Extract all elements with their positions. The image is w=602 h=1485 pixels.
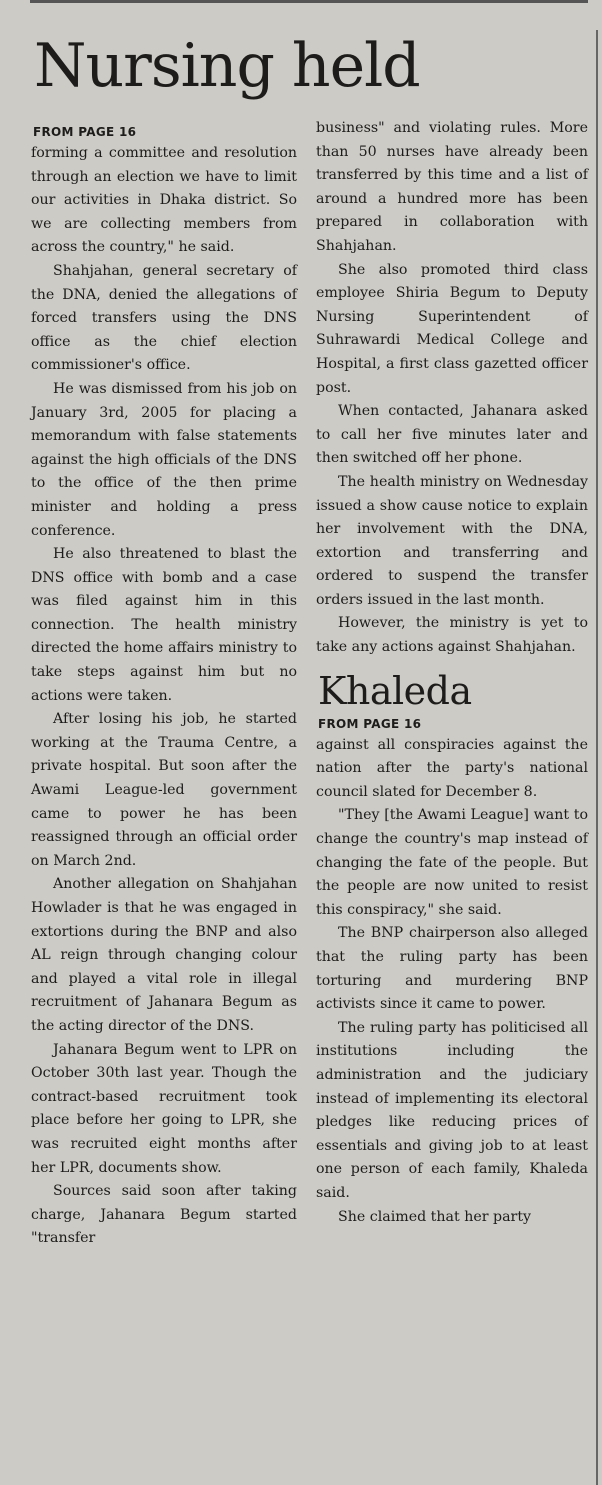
paragraph: forming a committee and resolution through an election we have to limit our activities in Dhaka district. So we are collecting members from across the country," he said.	[31, 145, 297, 256]
paragraph: He was dismissed from his job on January 3rd, 2005 for placing a memorandum with false statements against the high officials of the DNS to the office of the then prime minister and holding a press conference.	[31, 380, 297, 539]
paragraph: She also promoted third class employee Shiria Begum to Deputy Nursing Superintendent of Suhrawardi Medical College and Hospital, a first class gazetted officer post.	[316, 261, 588, 396]
second-article-headline: Khaleda	[318, 668, 472, 713]
paragraph: "They [the Awami League] want to change the country's map instead of changing the fate of the people. But the people are now united to resist this conspiracy," she said.	[316, 807, 588, 918]
paragraph: Sources said soon after taking charge, Jahanara Begum started "transfer	[31, 1183, 297, 1247]
article-kicker: FROM PAGE 16	[33, 125, 137, 139]
right-column	[316, 117, 588, 1229]
paragraph: Shahjahan, general secretary of the DNA, denied the allegations of forced transfers using the DNS office as the chief election commissioner's office.	[31, 262, 297, 374]
article-headline: Nursing held	[34, 31, 420, 101]
second-article-kicker: FROM PAGE 16	[318, 716, 422, 731]
paragraph: She claimed that her party	[338, 1208, 532, 1225]
left-column	[31, 121, 297, 1251]
paragraph: The ruling party has politicised all institutions including the administration and the judiciary instead of implementing its electoral pledges like reducing prices of essentials and giving job to at least one person of each family, Khaleda said.	[316, 1019, 588, 1201]
paragraph: The health ministry on Wednesday issued a show cause notice to explain her involvement with the DNA, extortion and transferring and ordered to suspend the transfer orders issued in the last month.	[316, 473, 588, 608]
paragraph: When contacted, Jahanara asked to call her five minutes later and then switched off her phone.	[316, 403, 588, 467]
paragraph: The BNP chairperson also alleged that the ruling party has been torturing and murdering BNP activists since it came to power.	[316, 925, 588, 1013]
paragraph: against all conspiracies against the nation after the party's national council slated for December 8.	[316, 736, 588, 800]
paragraph: Jahanara Begum went to LPR on October 30th last year. Though the contract-based recruitment took place before her going to LPR, she was recruited eight months after her LPR, documents show.	[31, 1041, 297, 1176]
paragraph: business" and violating rules. More than 50 nurses have already been transferred by this time and a list of around a hundred more has been prepared in collaboration with Shahjahan.	[316, 120, 588, 254]
paragraph: After losing his job, he started working at the Trauma Centre, a private hospital. But soon after the Awami League-led government came to power he has been reassigned through an official order on March 2nd.	[31, 711, 297, 869]
column-rule	[596, 30, 598, 1485]
paragraph: He also threatened to blast the DNS office with bomb and a case was filed against him in this connection. The health ministry directed the home affairs ministry to take steps against him but no actions were taken.	[31, 546, 297, 704]
paragraph: However, the ministry is yet to take any actions against Shahjahan.	[316, 615, 588, 656]
top-rule	[30, 0, 588, 3]
paragraph: Another allegation on Shahjahan Howlader is that he was engaged in extortions during the BNP and also AL reign through changing colour and played a vital role in illegal recruitment of Jahanara Begum as the acting director of the DNS.	[31, 876, 297, 1034]
